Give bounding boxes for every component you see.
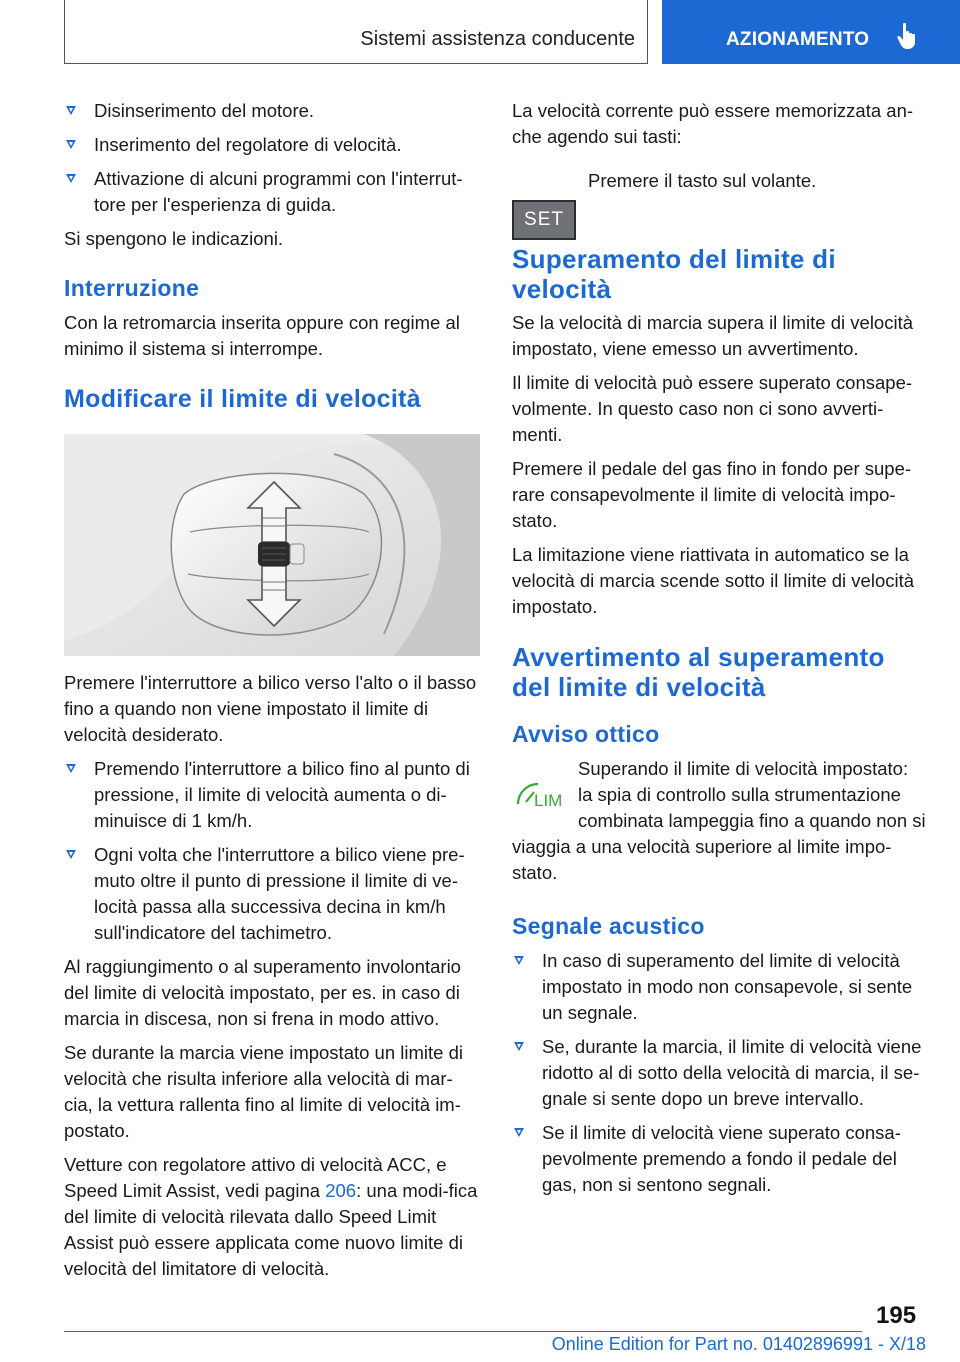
steering-wheel-rocker-switch-photo bbox=[64, 434, 480, 656]
set-button-row bbox=[512, 158, 926, 230]
list-item: Disinserimento del motore. bbox=[64, 98, 480, 124]
list-item: Attivazione di alcuni programmi con l'interrut-tore per l'esperienza di guida. bbox=[64, 166, 480, 218]
heading-superamento: Superamento del limite di velocità bbox=[512, 244, 836, 304]
page-reference-link[interactable]: 206 bbox=[325, 1180, 357, 1201]
svg-text:LIM: LIM bbox=[534, 791, 563, 810]
list-item: Ogni volta che l'interruttore a bilico viene pre-muto oltre il punto di pressione il limite di ve-locità passa alla successiva decina in km/h sull'indicatore del tachimetro. bbox=[64, 842, 480, 946]
paragraph: Premere il pedale del gas fino in fondo per supe-rare consapevolmente il limite di velocità impo-stato. bbox=[512, 458, 912, 531]
paragraph: Con la retromarcia inserita oppure con regime al minimo il sistema si interrompe. bbox=[64, 312, 460, 359]
header-chapter-title: AZIONAMENTO bbox=[726, 29, 870, 50]
paragraph: Premere l'interruttore a bilico verso l'alto o il basso fino a quando non viene impostato il limite di velocità desiderato. bbox=[64, 672, 477, 745]
paragraph: Vetture con regolatore attivo di velocità ACC, e Speed Limit Assist, vedi pagina 206: una modi-fica del limite di velocità rilevata dallo Speed Limit Assist può essere applicata come nuovo limite di velocità del limitatore di velocità. bbox=[64, 1154, 478, 1279]
header-chapter-box bbox=[662, 0, 960, 64]
paragraph: Il limite di velocità può essere superato consape-volmente. In questo caso non ci sono avverti-menti. bbox=[512, 372, 913, 445]
triangle-bullet-icon bbox=[514, 1042, 524, 1051]
paragraph: La limitazione viene riattivata in automatico se la velocità di marcia scende sotto il limite di velocità impostato. bbox=[512, 544, 915, 617]
footer-edition: Online Edition for Part no. 01402896991 - X/18 bbox=[551, 1334, 926, 1354]
heading-avviso-ottico: Avviso ottico bbox=[512, 721, 660, 747]
heading-segnale-acustico: Segnale acustico bbox=[512, 913, 705, 939]
right-column bbox=[512, 98, 926, 1206]
left-column bbox=[64, 98, 480, 1290]
list-item: In caso di superamento del limite di velocità impostato in modo non consapevole, si sente un segnale. bbox=[512, 948, 926, 1026]
set-button-icon: SET bbox=[512, 200, 576, 240]
triangle-bullet-icon bbox=[66, 140, 76, 149]
page-number: 195 bbox=[876, 1302, 917, 1329]
paragraph: Premere il tasto sul volante. bbox=[588, 170, 817, 191]
paragraph: Se durante la marcia viene impostato un limite di velocità che risulta inferiore alla velocità di mar-cia, la vettura rallenta fino al limite di velocità im-postato. bbox=[64, 1042, 463, 1141]
paragraph: La velocità corrente può essere memorizzata an-che agendo sui tasti: bbox=[512, 100, 914, 147]
footer-divider bbox=[64, 1331, 862, 1332]
avviso-ottico-block bbox=[512, 756, 926, 886]
paragraph: Se la velocità di marcia supera il limite di velocità impostato, viene emesso un avvertimento. bbox=[512, 312, 914, 359]
header-section-title: Sistemi assistenza conducente bbox=[360, 28, 635, 50]
list-item: Premendo l'interruttore a bilico fino al punto di pressione, il limite di velocità aumenta o di-minuisce di 1 km/h. bbox=[64, 756, 480, 834]
paragraph: Si spengono le indicazioni. bbox=[64, 228, 284, 249]
list-item: Inserimento del regolatore di velocità. bbox=[64, 132, 480, 158]
pointing-hand-icon bbox=[896, 22, 922, 50]
paragraph: Superando il limite di velocità impostato: la spia di controllo sulla strumentazione combinata lampeggia fino a quando non si viaggia a una velocità superiore al limite impo-stato. bbox=[512, 758, 926, 883]
heading-modificare-limite: Modificare il limite di velocità bbox=[64, 385, 421, 413]
triangle-bullet-icon bbox=[66, 850, 76, 859]
list-item: Se, durante la marcia, il limite di velocità viene ridotto al di sotto della velocità di marcia, il se-gnale si sente dopo un breve intervallo. bbox=[512, 1034, 926, 1112]
triangle-bullet-icon bbox=[514, 956, 524, 965]
heading-avvertimento: Avvertimento al superamento del limite di velocità bbox=[512, 642, 885, 702]
triangle-bullet-icon bbox=[514, 1128, 524, 1137]
speed-limit-warning-icon bbox=[512, 770, 570, 830]
triangle-bullet-icon bbox=[66, 106, 76, 115]
header-section-box bbox=[64, 0, 648, 64]
list-item: Se il limite di velocità viene superato consa-pevolmente premendo a fondo il pedale del gas, non si sentono segnali. bbox=[512, 1120, 926, 1198]
triangle-bullet-icon bbox=[66, 174, 76, 183]
paragraph: Al raggiungimento o al superamento involontario del limite di velocità impostato, per es. in caso di marcia in discesa, non si frena in modo attivo. bbox=[64, 956, 461, 1029]
triangle-bullet-icon bbox=[66, 764, 76, 773]
heading-interruzione: Interruzione bbox=[64, 275, 200, 301]
